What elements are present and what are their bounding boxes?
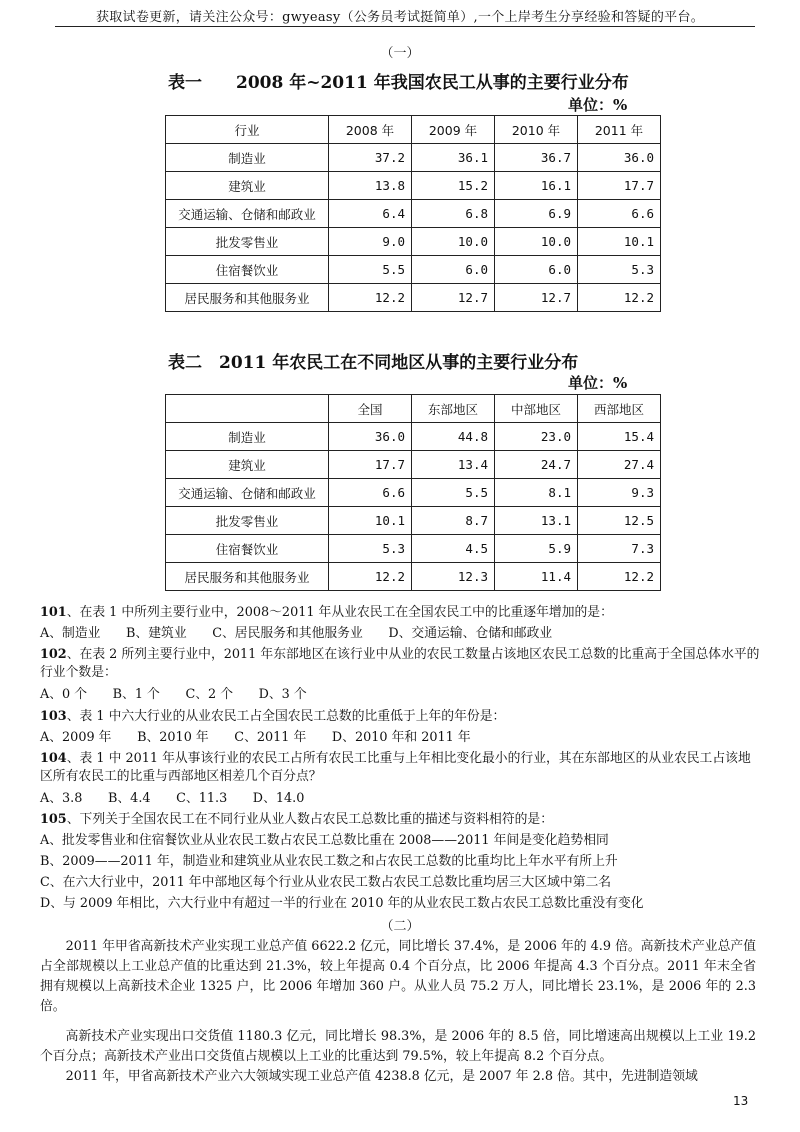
question-105 <box>40 811 760 829</box>
question-105-option-a: A、批发零售业和住宿餐饮业从业农民工数占农民工总数比重在 2008——2011 年间是变化趋势相同 <box>40 833 609 848</box>
table-row <box>166 228 661 256</box>
table-two-title: 表二 2011 年农民工在不同地区从事的主要行业分布 <box>168 353 579 373</box>
table-cell: 36.7 <box>495 144 578 172</box>
question-number: 103 <box>40 709 67 724</box>
table-cell: 9.3 <box>578 479 661 507</box>
table-row <box>166 451 661 479</box>
table-two <box>165 394 661 591</box>
table-cell: 27.4 <box>578 451 661 479</box>
table-row <box>166 256 661 284</box>
column-header: 中部地区 <box>495 395 578 423</box>
question-105-option-b: B、2009——2011 年，制造业和建筑业从业农民工数之和占农民工总数的比重均比上年水平有所上升 <box>40 854 618 869</box>
page-number: 13 <box>733 1094 749 1108</box>
table-cell: 12.3 <box>412 563 495 591</box>
question-105-option-d: D、与 2009 年相比，六大行业中有超过一半的行业在 2010 年的从业农民工数占农民工总数比重没有变化 <box>40 896 644 911</box>
table-cell: 10.0 <box>495 228 578 256</box>
table-cell: 36.1 <box>412 144 495 172</box>
table-cell: 5.5 <box>329 256 412 284</box>
row-label: 交通运输、仓储和邮政业 <box>166 200 329 228</box>
header-divider <box>55 26 755 27</box>
page-header: 获取试卷更新，请关注公众号：gwyeasy（公务员考试挺简单）,一个上岸考生分享经验和答疑的平台。 <box>95 10 705 25</box>
table-cell: 6.4 <box>329 200 412 228</box>
section-one-mark: （一） <box>380 46 420 61</box>
column-header: 2009 年 <box>412 116 495 144</box>
table-one-unit: 单位：% <box>568 96 628 114</box>
question-103-options: A、2009 年 B、2010 年 C、2011 年 D、2010 年和 2011 年 <box>40 730 471 745</box>
question-number: 105 <box>40 812 67 827</box>
table-cell: 6.0 <box>495 256 578 284</box>
row-label: 批发零售业 <box>166 507 329 535</box>
question-text: 、表 1 中 2011 年从事该行业的农民工占所有农民工比重与上年相比变化最小的行业，其在东部地区的从业农民工占该地区所有农民工的比重与西部地区相差几个百分点？ <box>40 751 751 784</box>
table-cell: 13.1 <box>495 507 578 535</box>
question-104-options: A、3.8 B、4.4 C、11.3 D、14.0 <box>40 791 305 806</box>
table-row <box>166 200 661 228</box>
table-row <box>166 144 661 172</box>
column-header: 西部地区 <box>578 395 661 423</box>
table-cell: 6.6 <box>578 200 661 228</box>
table-cell: 12.2 <box>578 563 661 591</box>
table-row <box>166 507 661 535</box>
question-101-options: A、制造业 B、建筑业 C、居民服务和其他服务业 D、交通运输、仓储和邮政业 <box>40 626 553 641</box>
question-103 <box>40 708 760 726</box>
passage-paragraph: 2011 年，甲省高新技术产业六大领域实现工业总产值 4238.8 亿元，是 2007 年 2.8 倍。其中，先进制造领域 <box>65 1069 698 1084</box>
table-cell: 11.4 <box>495 563 578 591</box>
table-cell: 10.1 <box>329 507 412 535</box>
row-label: 建筑业 <box>166 451 329 479</box>
table-cell: 5.3 <box>329 535 412 563</box>
section-two-mark: （二） <box>380 919 420 934</box>
question-104 <box>40 750 760 786</box>
table-row <box>166 479 661 507</box>
row-label: 批发零售业 <box>166 228 329 256</box>
table-cell: 12.7 <box>412 284 495 312</box>
table-row <box>166 284 661 312</box>
table-row <box>166 563 661 591</box>
passage-paragraph: 高新技术产业实现出口交货值 1180.3 亿元，同比增长 98.3%，是 2006 年的 8.5 倍，同比增速高出规模以上工业 19.2 个百分点；高新技术产业出口交货值占规模以上工业的比重达到 79.5%，较上年提高 8.2 个百分点。 <box>40 1029 756 1064</box>
column-header <box>166 395 329 423</box>
row-label: 居民服务和其他服务业 <box>166 563 329 591</box>
table-cell: 8.7 <box>412 507 495 535</box>
table-cell: 12.2 <box>329 284 412 312</box>
table-one <box>165 115 661 312</box>
table-cell: 5.3 <box>578 256 661 284</box>
row-label: 居民服务和其他服务业 <box>166 284 329 312</box>
row-label: 制造业 <box>166 423 329 451</box>
table-two-unit: 单位：% <box>568 374 628 392</box>
table-cell: 23.0 <box>495 423 578 451</box>
table-cell: 36.0 <box>329 423 412 451</box>
row-label: 住宿餐饮业 <box>166 256 329 284</box>
table-cell: 16.1 <box>495 172 578 200</box>
question-number: 101 <box>40 605 67 620</box>
question-text: 、下列关于全国农民工在不同行业从业人数占农民工总数比重的描述与资料相符的是： <box>66 812 553 827</box>
table-cell: 5.9 <box>495 535 578 563</box>
table-cell: 10.1 <box>578 228 661 256</box>
table-row <box>166 172 661 200</box>
question-102 <box>40 646 760 682</box>
question-text: 、表 1 中六大行业的从业农民工占全国农民工总数的比重低于上年的年份是： <box>66 709 506 724</box>
question-105-option-c: C、在六大行业中，2011 年中部地区每个行业从业农民工数占农民工总数比重均居三大区域中第二名 <box>40 875 612 890</box>
question-101 <box>40 604 760 622</box>
question-number: 102 <box>40 647 67 662</box>
table-header-row <box>166 395 661 423</box>
table-cell: 17.7 <box>578 172 661 200</box>
column-header: 2008 年 <box>329 116 412 144</box>
column-header: 2011 年 <box>578 116 661 144</box>
table-cell: 4.5 <box>412 535 495 563</box>
table-cell: 12.7 <box>495 284 578 312</box>
question-text: 、在表 1 中所列主要行业中，2008～2011 年从业农民工在全国农民工中的比重逐年增加的是： <box>66 605 613 620</box>
table-header-row <box>166 116 661 144</box>
table-cell: 24.7 <box>495 451 578 479</box>
table-cell: 44.8 <box>412 423 495 451</box>
question-number: 104 <box>40 751 67 766</box>
table-cell: 12.2 <box>329 563 412 591</box>
column-header: 东部地区 <box>412 395 495 423</box>
table-cell: 9.0 <box>329 228 412 256</box>
row-label: 住宿餐饮业 <box>166 535 329 563</box>
table-cell: 6.0 <box>412 256 495 284</box>
table-cell: 15.2 <box>412 172 495 200</box>
table-cell: 8.1 <box>495 479 578 507</box>
table-row <box>166 423 661 451</box>
question-102-options: A、0 个 B、1 个 C、2 个 D、3 个 <box>40 687 307 702</box>
row-label: 制造业 <box>166 144 329 172</box>
row-label: 交通运输、仓储和邮政业 <box>166 479 329 507</box>
table-cell: 6.8 <box>412 200 495 228</box>
table-cell: 17.7 <box>329 451 412 479</box>
table-cell: 7.3 <box>578 535 661 563</box>
table-cell: 5.5 <box>412 479 495 507</box>
row-label: 建筑业 <box>166 172 329 200</box>
table-cell: 13.4 <box>412 451 495 479</box>
table-one-title: 表一 2008 年~2011 年我国农民工从事的主要行业分布 <box>168 73 629 93</box>
table-cell: 13.8 <box>329 172 412 200</box>
table-cell: 37.2 <box>329 144 412 172</box>
table-cell: 12.5 <box>578 507 661 535</box>
table-cell: 6.9 <box>495 200 578 228</box>
column-header: 行业 <box>166 116 329 144</box>
column-header: 全国 <box>329 395 412 423</box>
table-cell: 36.0 <box>578 144 661 172</box>
question-text: 、在表 2 所列主要行业中，2011 年东部地区在该行业中从业的农民工数量占该地区农民工总数的比重高于全国总体水平的行业个数是： <box>40 647 760 680</box>
table-cell: 6.6 <box>329 479 412 507</box>
table-cell: 12.2 <box>578 284 661 312</box>
passage-paragraph: 2011 年甲省高新技术产业实现工业总产值 6622.2 亿元，同比增长 37.4%，是 2006 年的 4.9 倍。高新技术产业总产值占全部规模以上工业总产值的比重达到 21.3%，较上年提高 0.4 个百分点，比 2006 年提高 4.3 个百分点。2011 年末全省拥有规模以上高新技术企业 1325 户，比 2006 年增加 360 户。从业人员 75.2 万人，同比增长 23.1%，是 2006 年的 2.3 倍。 <box>40 939 756 1014</box>
table-row <box>166 535 661 563</box>
table-cell: 10.0 <box>412 228 495 256</box>
table-cell: 15.4 <box>578 423 661 451</box>
column-header: 2010 年 <box>495 116 578 144</box>
